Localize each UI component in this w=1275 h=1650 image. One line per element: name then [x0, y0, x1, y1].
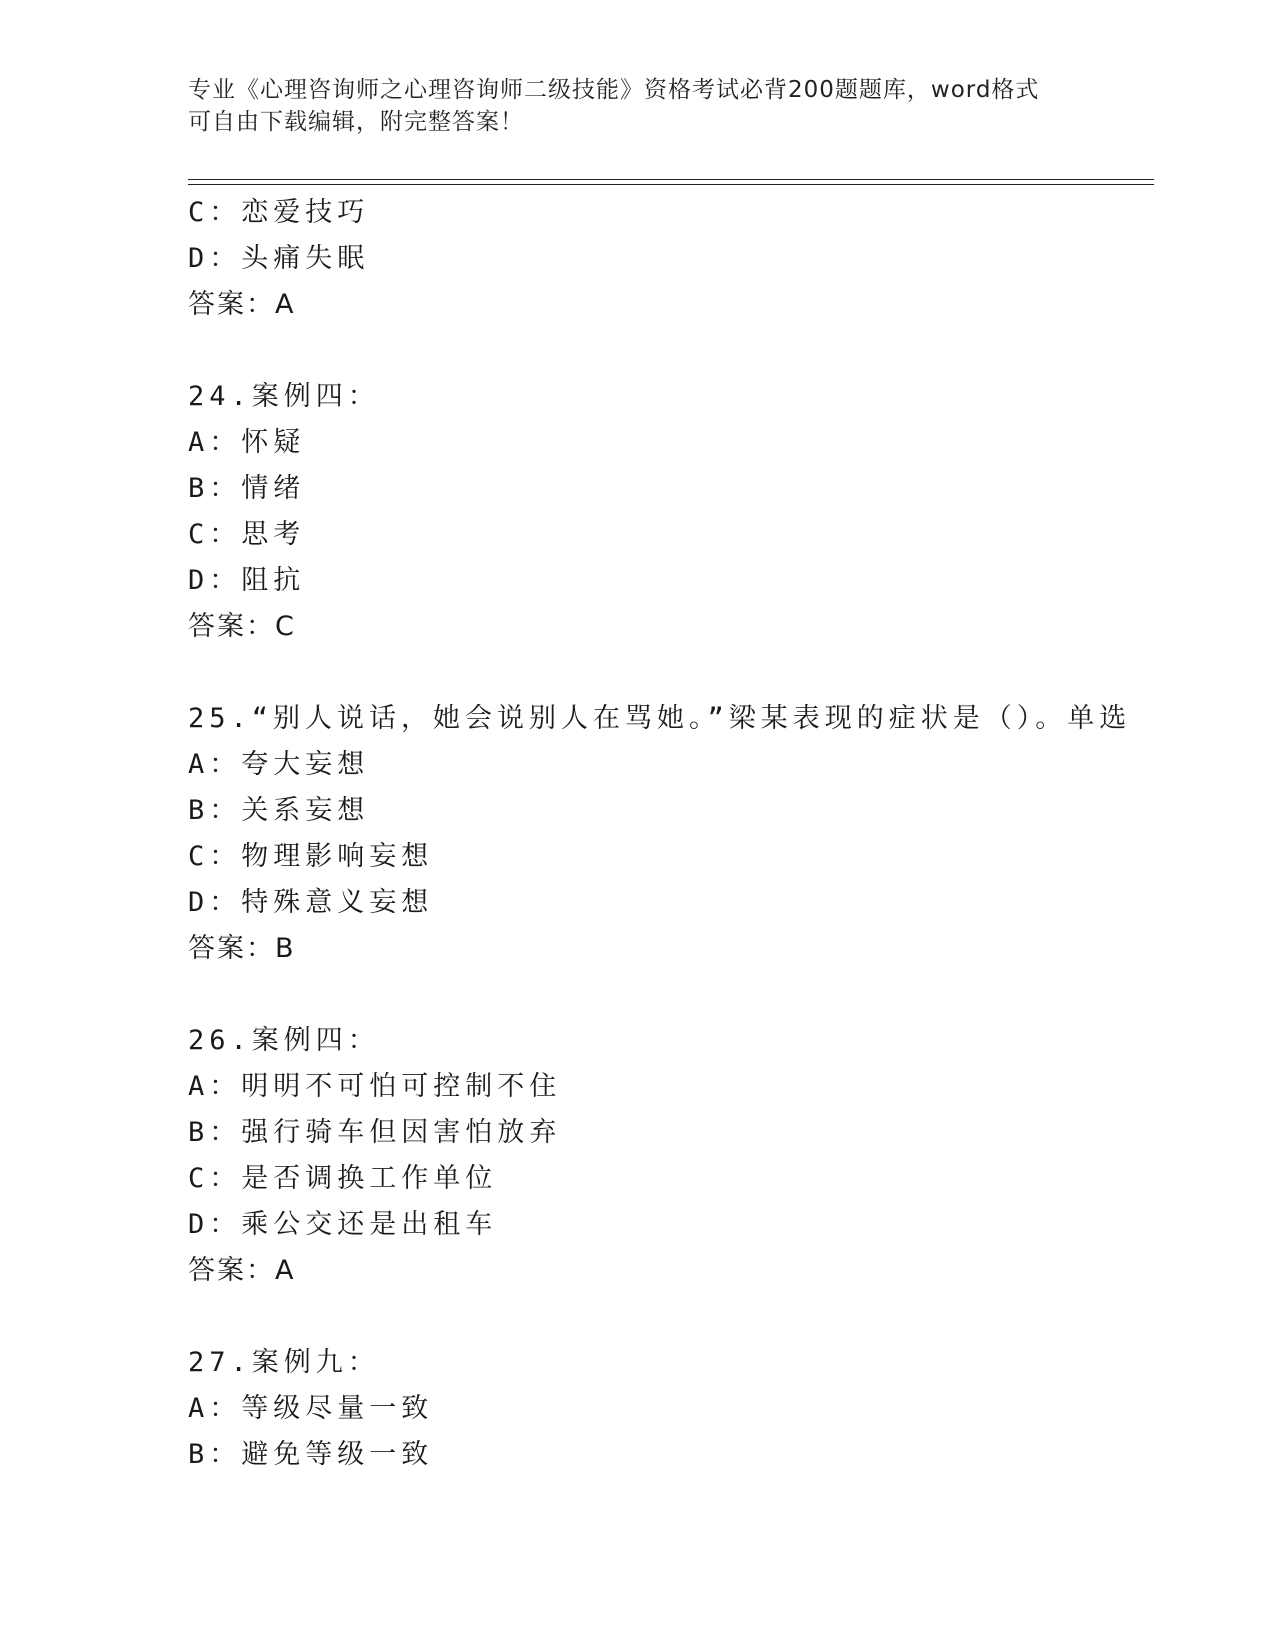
question-stem: 25.“别人说话，她会说别人在骂她。”梁某表现的症状是（）。单选	[188, 703, 1132, 734]
option-b: B：情绪	[188, 473, 306, 504]
question-25	[188, 696, 1168, 972]
question-list	[188, 190, 1168, 1478]
option-a: A：明明不可怕可控制不住	[188, 1071, 562, 1102]
answer-line: 答案：B	[188, 933, 296, 964]
option-a: A：夸大妄想	[188, 749, 370, 780]
question-27	[188, 1340, 1168, 1478]
header-divider-top	[188, 179, 1154, 180]
option-c: C：物理影响妄想	[188, 841, 434, 872]
question-stem: 24.案例四：	[188, 381, 380, 412]
option-a: A：等级尽量一致	[188, 1393, 434, 1424]
question-stem: 26.案例四：	[188, 1025, 380, 1056]
question-26	[188, 1018, 1168, 1294]
question-stem: 27.案例九：	[188, 1347, 380, 1378]
question-24	[188, 374, 1168, 650]
header-title-line-2: 可自由下载编辑，附完整答案！	[188, 109, 524, 135]
option-b: B：强行骑车但因害怕放弃	[188, 1117, 562, 1148]
option-c: C：思考	[188, 519, 306, 550]
page-header	[188, 74, 1088, 138]
option-d: D：乘公交还是出租车	[188, 1209, 498, 1240]
option-b: B：避免等级一致	[188, 1439, 434, 1470]
header-divider-bottom	[188, 184, 1154, 185]
option-c: C：恋爱技巧	[188, 197, 370, 228]
answer-line: 答案：A	[188, 289, 296, 320]
option-c: C：是否调换工作单位	[188, 1163, 498, 1194]
header-title-line-1: 专业《心理咨询师之心理咨询师二级技能》资格考试必背200题题库，word格式	[188, 77, 1040, 103]
carryover-block	[188, 190, 1168, 328]
option-a: A：怀疑	[188, 427, 306, 458]
answer-line: 答案：A	[188, 1255, 296, 1286]
option-d: D：特殊意义妄想	[188, 887, 434, 918]
option-d: D：阻抗	[188, 565, 306, 596]
option-b: B：关系妄想	[188, 795, 370, 826]
option-d: D：头痛失眠	[188, 243, 370, 274]
answer-line: 答案：C	[188, 611, 296, 642]
